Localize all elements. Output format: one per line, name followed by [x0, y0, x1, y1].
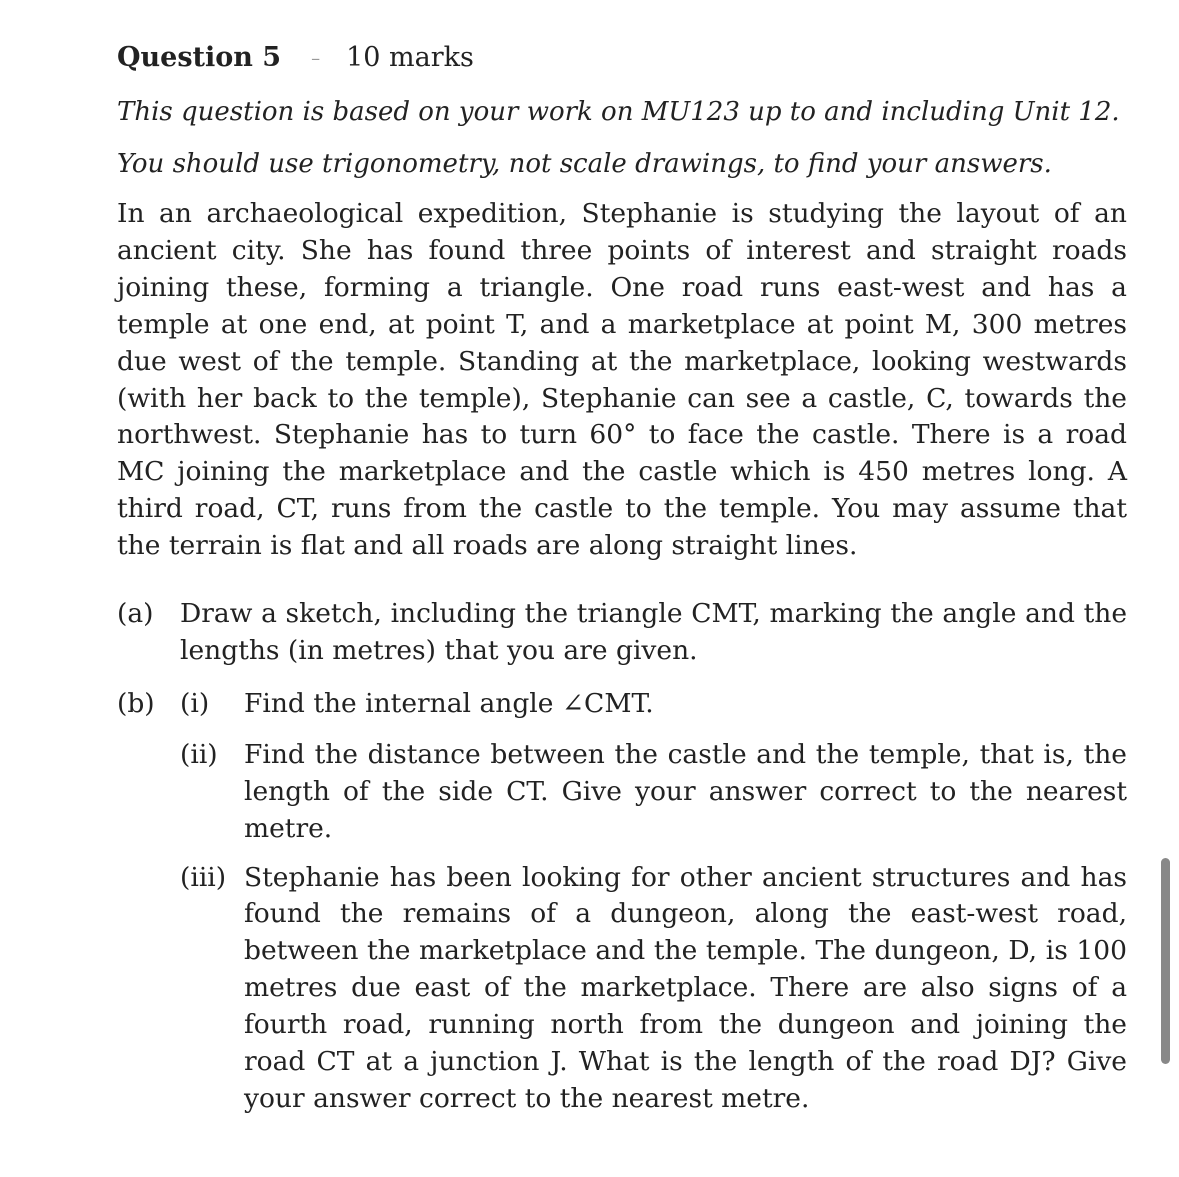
intro-trig-note: You should use trigonometry, not scale drawings, to find your answers. — [117, 149, 1052, 179]
part-b-i-label: (i) — [180, 687, 210, 719]
question-marks: 10 marks — [346, 42, 474, 73]
question-header — [117, 38, 1127, 78]
part-b-i-text: Find the internal angle ∠CMT. — [244, 687, 654, 719]
part-b-i — [180, 686, 1127, 723]
scrollbar-thumb[interactable] — [1161, 858, 1170, 1064]
part-a-label: (a) — [117, 598, 154, 630]
part-b-ii — [180, 737, 1127, 848]
part-b-ii-text: Find the distance between the castle and the temple, that is, the length of the side CT. Give your answer correct to the nearest metre. — [244, 738, 1127, 844]
part-a-text: Draw a sketch, including the triangle CMT, marking the angle and the lengths (in metres) that you are given. — [180, 598, 1127, 666]
intro-unit-note: This question is based on your work on MU123 up to and including Unit 12. — [117, 97, 1120, 127]
part-b-iii-label: (iii) — [180, 861, 227, 893]
header-dash: – — [311, 48, 321, 69]
part-b-ii-label: (ii) — [180, 738, 218, 770]
part-b — [117, 686, 1127, 1118]
question-title: Question 5 — [117, 42, 282, 73]
question-paragraph: In an archaeological expedition, Stephanie is studying the layout of an ancient city. She has found three points of interest and straight roads joining these, forming a triangle. One road runs east-west and has a temple at one end, at point T, and a marketplace at point M, 300 metres due west of the temple. Standing at the marketplace, looking westwards (with her back to the temple), Stephanie can see a castle, C, towards the northwest. Stephanie has to turn 60° to face the castle. There is a road MC joining the marketplace and the castle which is 450 metres long. A third road, CT, runs from the castle to the temple. You may assume that the terrain is flat and all roads are along straight lines. — [117, 198, 1127, 562]
question-page — [117, 38, 1127, 1118]
part-a — [117, 596, 1127, 670]
part-b-iii-text: Stephanie has been looking for other ancient structures and has found the remains of a dungeon, along the east-west road, between the marketplace and the temple. The dungeon, D, is 100 metres due east of the marketplace. There are also signs of a fourth road, running north from the dungeon and joining the road CT at a junction J. What is the length of the road DJ? Give your answer correct to the nearest metre. — [244, 861, 1127, 1114]
part-b-iii — [180, 860, 1127, 1118]
part-b-label: (b) — [117, 687, 155, 719]
